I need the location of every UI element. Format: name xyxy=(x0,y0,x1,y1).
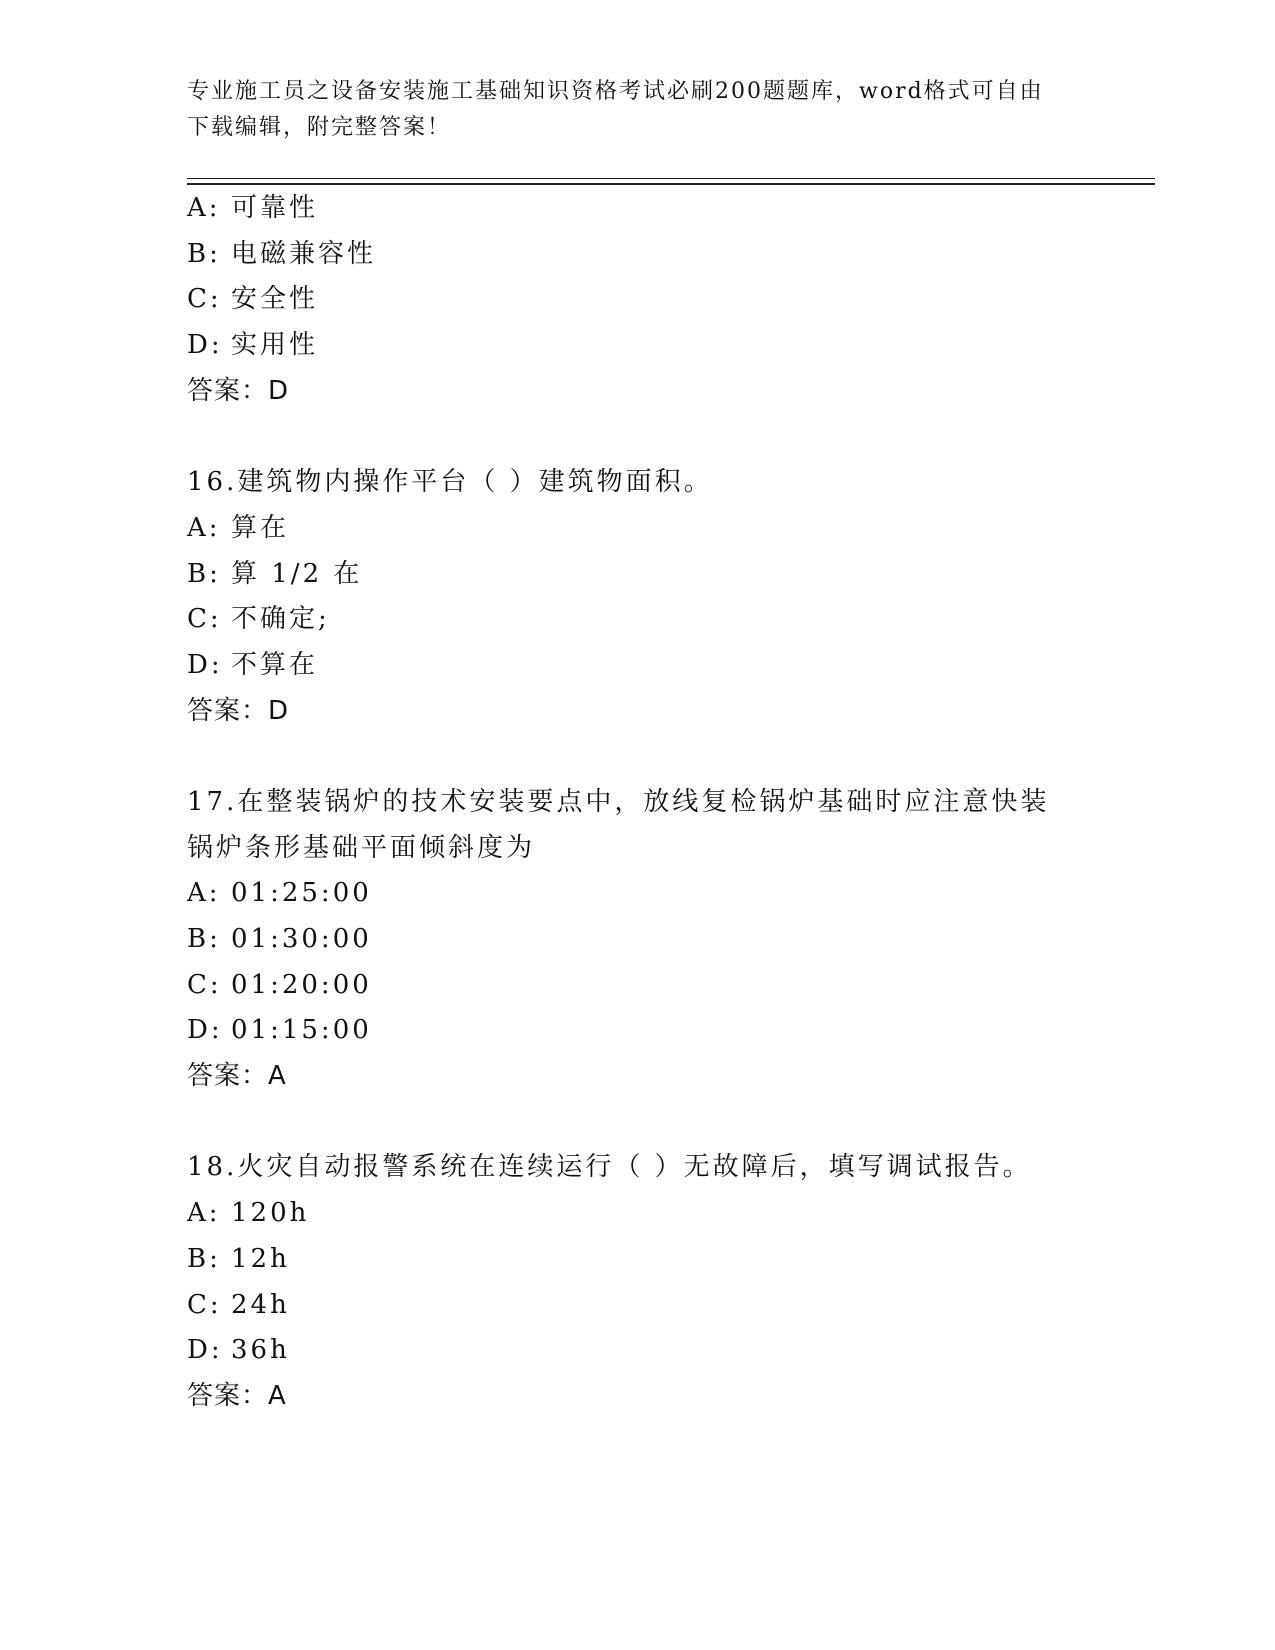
option-b xyxy=(187,552,1087,598)
option-key: C: xyxy=(187,1289,222,1320)
question-spacer xyxy=(187,1100,1087,1146)
option-text: 安全性 xyxy=(231,284,319,315)
question-spacer xyxy=(187,734,1087,780)
option-key: D: xyxy=(187,330,223,361)
option-key: A: xyxy=(187,512,221,543)
option-d xyxy=(187,643,1087,689)
header-divider-thin xyxy=(187,178,1155,179)
option-key: C: xyxy=(187,969,222,1000)
answer-line: 答案：A xyxy=(187,1380,287,1411)
option-d xyxy=(187,323,1087,369)
option-text: 01:30:00 xyxy=(231,924,372,955)
document-header-title: 专业施工员之设备安装施工基础知识资格考试必刷200题题库，word格式可自由下载编辑，附完整答案！ xyxy=(187,79,1044,140)
option-text: 01:15:00 xyxy=(231,1015,372,1046)
question-stem: 18.火灾自动报警系统在连续运行（ ）无故障后，填写调试报告。 xyxy=(187,1152,1032,1183)
option-c xyxy=(187,277,1087,323)
option-b xyxy=(187,232,1087,278)
option-key: B: xyxy=(187,924,221,955)
answer-line: 答案：D xyxy=(187,375,290,406)
answer-line: 答案：A xyxy=(187,1061,287,1092)
option-key: B: xyxy=(187,1243,221,1274)
option-text: 可靠性 xyxy=(231,193,319,223)
option-text: 不算在 xyxy=(231,649,319,680)
question-stem: 17.在整装锅炉的技术安装要点中，放线复检锅炉基础时应注意快装锅炉条形基础平面倾斜度为 xyxy=(187,786,1050,863)
option-text: 120h xyxy=(231,1198,310,1229)
option-key: C: xyxy=(187,604,222,635)
answer-line: 答案：D xyxy=(187,695,290,726)
option-key: A: xyxy=(187,193,221,223)
option-c xyxy=(187,597,1087,643)
option-a xyxy=(187,1191,1087,1237)
option-key: A: xyxy=(187,878,221,909)
option-c xyxy=(187,963,1087,1009)
option-text: 01:20:00 xyxy=(231,969,372,1000)
question-block-18 xyxy=(187,1145,1087,1419)
question-block-16 xyxy=(187,460,1087,734)
option-key: A: xyxy=(187,1198,221,1229)
option-text: 实用性 xyxy=(231,330,319,361)
option-key: C: xyxy=(187,284,222,315)
option-d xyxy=(187,1328,1087,1374)
option-b xyxy=(187,917,1087,963)
option-key: B: xyxy=(187,558,221,589)
question-stem: 16.建筑物内操作平台（ ）建筑物面积。 xyxy=(187,467,713,498)
question-block-17 xyxy=(187,780,1087,1100)
option-text: 算在 xyxy=(231,512,290,543)
option-text: 24h xyxy=(231,1289,290,1320)
option-key: D: xyxy=(187,649,223,680)
option-text: 36h xyxy=(231,1335,290,1366)
option-text: 不确定; xyxy=(231,604,330,635)
option-a xyxy=(187,186,1087,232)
question-spacer xyxy=(187,414,1087,460)
option-key: D: xyxy=(187,1335,223,1366)
option-c xyxy=(187,1283,1087,1329)
option-text: 12h xyxy=(231,1243,290,1274)
option-text: 01:25:00 xyxy=(231,878,372,909)
option-d xyxy=(187,1008,1087,1054)
option-b xyxy=(187,1237,1087,1283)
option-a xyxy=(187,506,1087,552)
option-text: 算 1/2 在 xyxy=(231,558,363,589)
option-key: D: xyxy=(187,1015,223,1046)
option-text: 电磁兼容性 xyxy=(231,238,377,269)
header-divider-thick xyxy=(187,183,1155,185)
question-list xyxy=(187,186,1087,1420)
question-block-15 xyxy=(187,186,1087,414)
option-a xyxy=(187,871,1087,917)
option-key: B: xyxy=(187,238,221,269)
